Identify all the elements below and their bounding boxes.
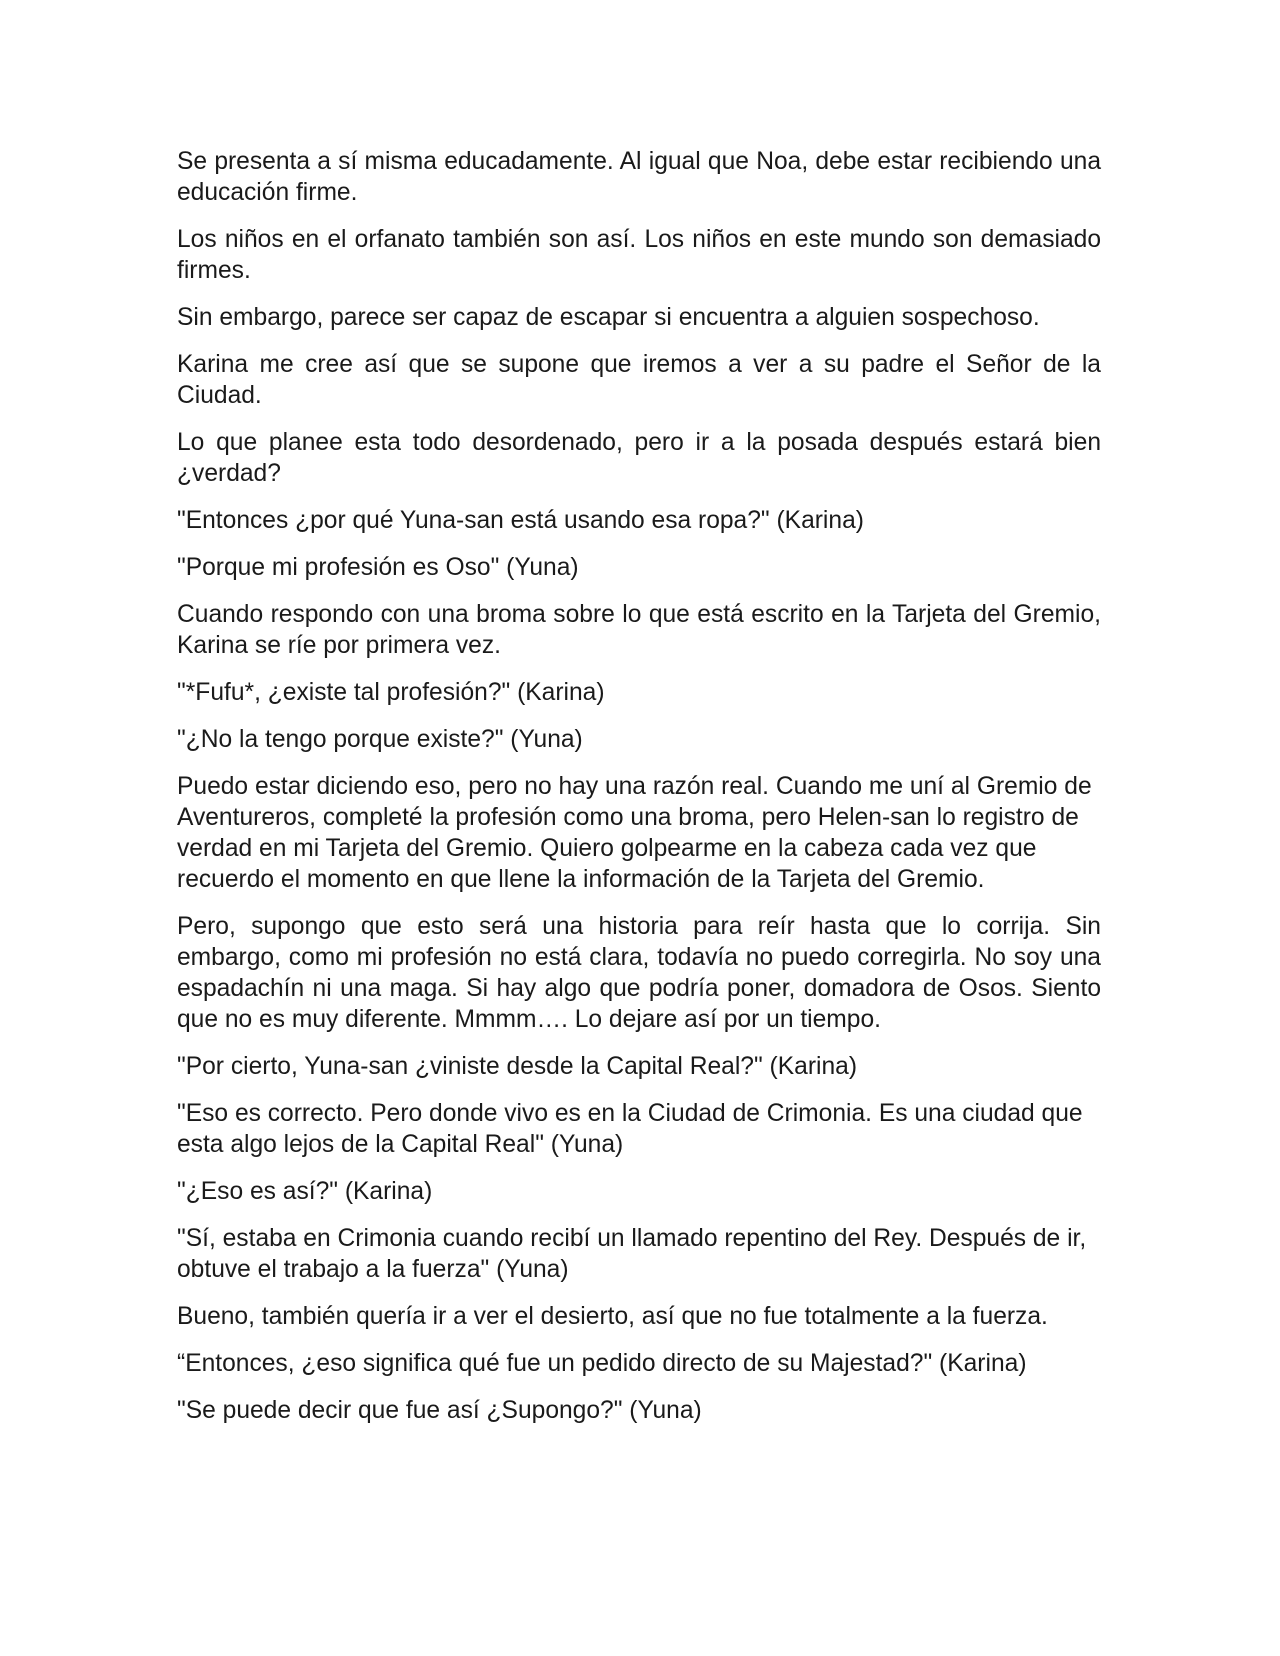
paragraph: Se presenta a sí misma educadamente. Al igual que Noa, debe estar recibiendo una educación firme. (177, 148, 1101, 206)
dialogue-line: "Porque mi profesión es Oso" (Yuna) (177, 554, 579, 581)
paragraph: Pero, supongo que esto será una historia para reír hasta que lo corrija. Sin embargo, como mi profesión no está clara, todavía no puedo corregirla. No soy una espadachín ni una maga. Si hay algo que podría poner, domadora de Osos. Siento que no es muy diferente. Mmmm…. Lo dejare así por un tiempo. (177, 913, 1101, 1033)
dialogue-line: "Por cierto, Yuna-san ¿viniste desde la Capital Real?" (Karina) (177, 1053, 858, 1080)
paragraph: Bueno, también quería ir a ver el desierto, así que no fue totalmente a la fuerza. (177, 1303, 1048, 1330)
dialogue-line: "Eso es correcto. Pero donde vivo es en la Ciudad de Crimonia. Es una ciudad que esta algo lejos de la Capital Real" (Yuna) (177, 1100, 1083, 1158)
dialogue-line: "Sí, estaba en Crimonia cuando recibí un llamado repentino del Rey. Después de ir, obtuve el trabajo a la fuerza" (Yuna) (177, 1225, 1087, 1283)
dialogue-line: “Entonces, ¿eso significa qué fue un pedido directo de su Majestad?" (Karina) (177, 1350, 1027, 1377)
document-body (177, 146, 1101, 1442)
dialogue-line: "*Fufu*, ¿existe tal profesión?" (Karina) (177, 679, 605, 706)
paragraph: Karina me cree así que se supone que iremos a ver a su padre el Señor de la Ciudad. (177, 351, 1101, 409)
dialogue-line: "¿No la tengo porque existe?" (Yuna) (177, 726, 583, 753)
dialogue-line: "¿Eso es así?" (Karina) (177, 1178, 433, 1205)
paragraph: Lo que planee esta todo desordenado, pero ir a la posada después estará bien ¿verdad? (177, 429, 1101, 487)
paragraph: Cuando respondo con una broma sobre lo que está escrito en la Tarjeta del Gremio, Karina se ríe por primera vez. (177, 601, 1101, 659)
dialogue-line: "Se puede decir que fue así ¿Supongo?" (Yuna) (177, 1397, 702, 1424)
paragraph: Puedo estar diciendo eso, pero no hay una razón real. Cuando me uní al Gremio de Aventureros, completé la profesión como una broma, pero Helen-san lo registro de verdad en mi Tarjeta del Gremio. Quiero golpearme en la cabeza cada vez que recuerdo el momento en que llene la información de la Tarjeta del Gremio. (177, 773, 1092, 893)
paragraph: Los niños en el orfanato también son así. Los niños en este mundo son demasiado firmes. (177, 226, 1101, 284)
dialogue-line: "Entonces ¿por qué Yuna-san está usando esa ropa?" (Karina) (177, 507, 864, 534)
paragraph: Sin embargo, parece ser capaz de escapar si encuentra a alguien sospechoso. (177, 304, 1040, 331)
